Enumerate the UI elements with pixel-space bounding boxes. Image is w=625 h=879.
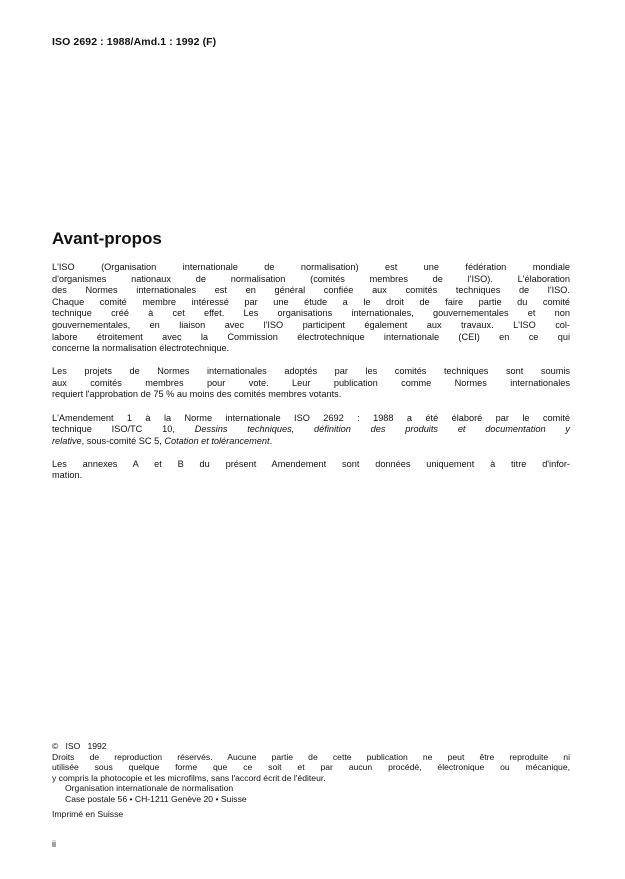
paragraph-iso-intro bbox=[52, 262, 570, 355]
committee-ref: technique ISO/TC 10, bbox=[52, 424, 195, 435]
text-line: d'organismes nationaux de normalisation (comités membres de l'ISO). L'élaboration bbox=[52, 273, 570, 284]
text-line: des Normes internationales est en général confiée aux comités techniques de l'ISO. bbox=[52, 285, 570, 296]
text-line: mation. bbox=[52, 470, 83, 481]
text-line: L'Amendement 1 à la Norme internationale ISO 2692 : 1988 a été élaboré par le comité bbox=[52, 412, 570, 423]
text-line: concerne la normalisation électrotechnique. bbox=[52, 343, 230, 354]
rights-line: Droits de reproduction réservés. Aucune partie de cette publication ne peut être reproduite ni bbox=[52, 751, 570, 762]
printed-in: Imprimé en Suisse bbox=[52, 808, 124, 819]
copyright-notice: © ISO 1992 bbox=[52, 741, 107, 751]
text-line: technique créé à cet effet. Les organisations internationales, gouvernementales et non bbox=[52, 308, 570, 319]
text-line bbox=[52, 424, 570, 436]
committee-title-end: relative bbox=[52, 435, 82, 446]
text-line: gouvernementales, en liaison avec l'ISO participent également aux travaux. L'ISO col- bbox=[52, 319, 570, 330]
text-line: requiert l'approbation de 75 % au moins des comités membres votants. bbox=[52, 389, 342, 400]
period: . bbox=[269, 435, 273, 446]
subcommittee-ref: , sous-comité SC 5, bbox=[81, 435, 165, 446]
text-line bbox=[52, 436, 570, 448]
subcommittee-title: Cotation et tolérancement bbox=[164, 435, 270, 446]
organization-name: Organisation internationale de normalisation bbox=[65, 783, 234, 794]
page-number: ii bbox=[52, 839, 56, 849]
text-line: L'ISO (Organisation internationale de normalisation) est une fédération mondiale bbox=[52, 262, 570, 272]
text-line: labore étroitement avec la Commission électrotechnique internationale (CEI) en ce qui bbox=[52, 331, 570, 342]
section-title: Avant-propos bbox=[52, 229, 162, 248]
text-line: Les annexes A et B du présent Amendement sont données uniquement à titre d'infor- bbox=[52, 458, 570, 469]
text-line: Chaque comité membre intéressé par une étude a le droit de faire partie du comité bbox=[52, 296, 570, 307]
committee-title: Dessins techniques, définition des produits et documentation y bbox=[194, 424, 570, 435]
text-line: aux comités membres pour vote. Leur publication comme Normes internationales bbox=[52, 377, 570, 388]
paragraph-voting bbox=[52, 366, 570, 401]
copyright-footer bbox=[52, 741, 570, 819]
text-line: Les projets de Normes internationales adoptés par les comités techniques sont soumis bbox=[52, 366, 570, 377]
paragraph-annexes bbox=[52, 459, 570, 482]
paragraph-amendment bbox=[52, 413, 570, 448]
organization-address: Case postale 56 • CH-1211 Genève 20 • Suisse bbox=[65, 793, 247, 804]
rights-line: utilisée sous quelque forme que ce soit et par aucun procédé, électronique ou mécanique, bbox=[52, 762, 570, 773]
rights-line: y compris la photocopie et les microfilms, sans l'accord écrit de l'éditeur. bbox=[52, 772, 326, 783]
document-reference-header: ISO 2692 : 1988/Amd.1 : 1992 (F) bbox=[52, 36, 217, 48]
foreword-body bbox=[52, 262, 570, 494]
